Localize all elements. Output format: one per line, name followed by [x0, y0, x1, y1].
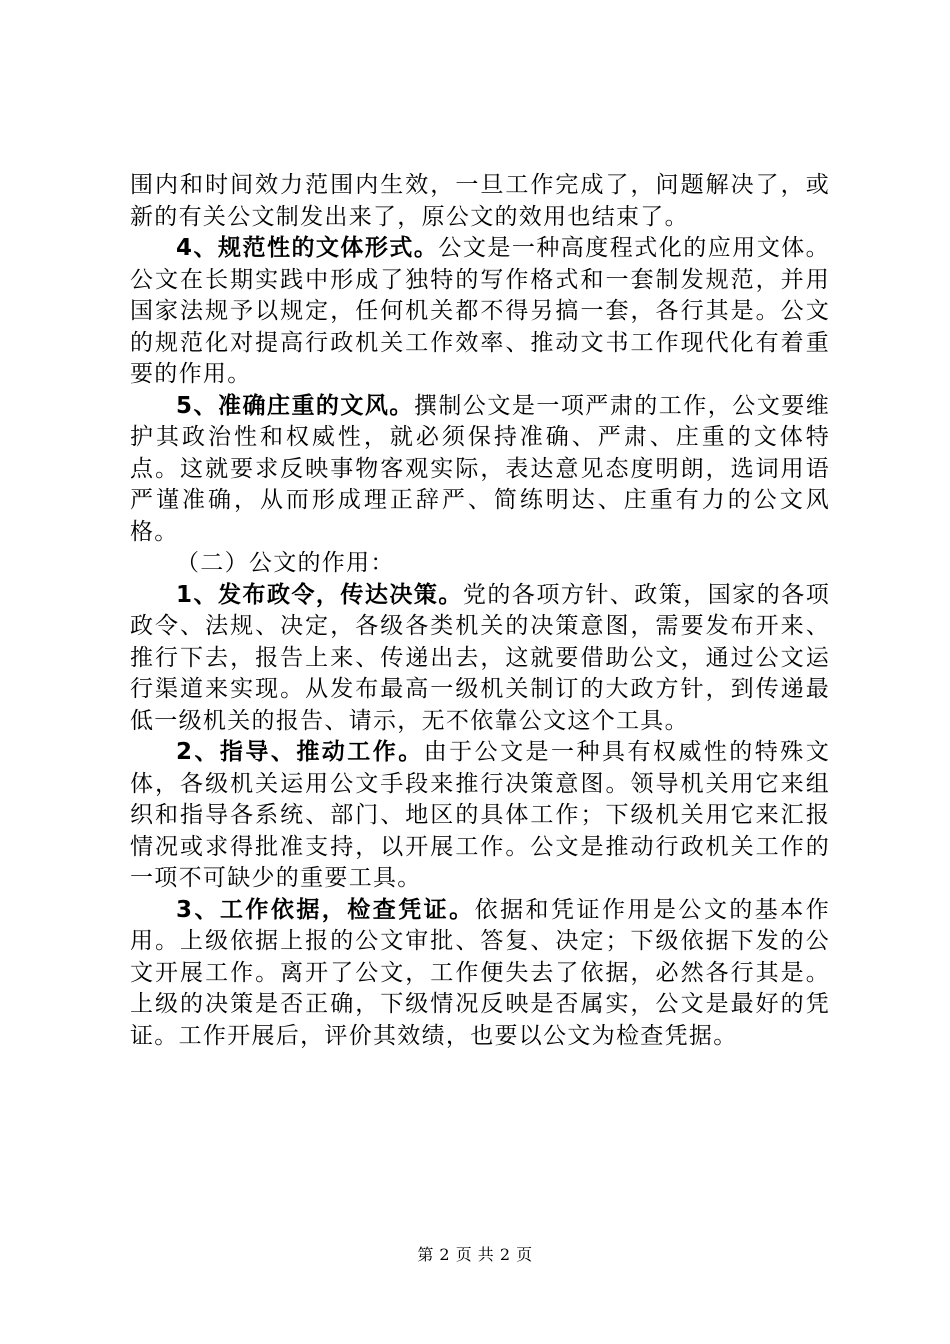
section-heading-text: （二）公文的作用： [176, 550, 395, 576]
paragraph-lead: 1、发布政令，传达决策。 [176, 581, 463, 608]
paragraph-text: 依据和凭证作用是公文的基本作用。上级依据上报的公文审批、答复、决定；下级依据下发的公文开展工作。离开了公文，工作便失去了依据，必然各行其是。上级的决策是否正确，下级情况反映是否属实，公文是最好的凭证。工作开展后，评价其效绩，也要以公文为检查凭据。 [130, 896, 831, 1049]
paragraph-continuation [130, 170, 830, 233]
paragraph-item-5 [130, 391, 830, 549]
paragraph-lead: 5、准确庄重的文风。 [176, 392, 414, 419]
paragraph-text: 由于公文是一种具有权威性的特殊文体，各级机关运用公文手段来推行决策意图。领导机关用它来组织和指导各系统、部门、地区的具体工作；下级机关用它来汇报情况或求得批准支持，以开展工作。公文是推动行政机关工作的一项不可缺少的重要工具。 [130, 739, 830, 891]
paragraph-lead: 4、规范性的文体形式。 [176, 235, 439, 261]
paragraph-text: 党的各项方针、政策，国家的各项政令、法规、决定，各级各类机关的决策意图，需要发布开来、推行下去，报告上来、传递出去，这就要借助公文，通过公文运行渠道来实现。从发布最高一级机关制订的大政方针，到传递最低一级机关的报告、请示，无不依靠公文这个工具。 [130, 581, 831, 734]
document-body [130, 170, 830, 1052]
paragraph-text: 围内和时间效力范围内生效，一旦工作完成了，问题解决了，或新的有关公文制发出来了，原公文的效用也结束了。 [130, 172, 830, 230]
paragraph-function-2 [130, 737, 830, 895]
paragraph-text: 公文是一种高度程式化的应用文体。公文在长期实践中形成了独特的写作格式和一套制发规范，并用国家法规予以规定，任何机关都不得另搞一套，各行其是。公文的规范化对提高行政机关工作效率、推动文书工作现代化有着重要的作用。 [130, 235, 830, 387]
paragraph-function-1 [130, 580, 830, 738]
paragraph-lead: 3、工作依据，检查凭证。 [176, 896, 475, 923]
paragraph-text: 撰制公文是一项严肃的工作，公文要维护其政治性和权威性，就必须保持准确、严肃、庄重的文体特点。这就要求反映事物客观实际，表达意见态度明朗，选词用语严谨准确，从而形成理正辞严、简练明达、庄重有力的公文风格。 [130, 392, 830, 545]
section-heading [130, 548, 830, 580]
paragraph-item-4 [130, 233, 830, 391]
paragraph-lead: 2、指导、推动工作。 [176, 739, 424, 765]
page-number-label: 第 2 页 共 2 页 [417, 1245, 533, 1264]
paragraph-function-3 [130, 895, 830, 1053]
page-footer [0, 1242, 950, 1265]
